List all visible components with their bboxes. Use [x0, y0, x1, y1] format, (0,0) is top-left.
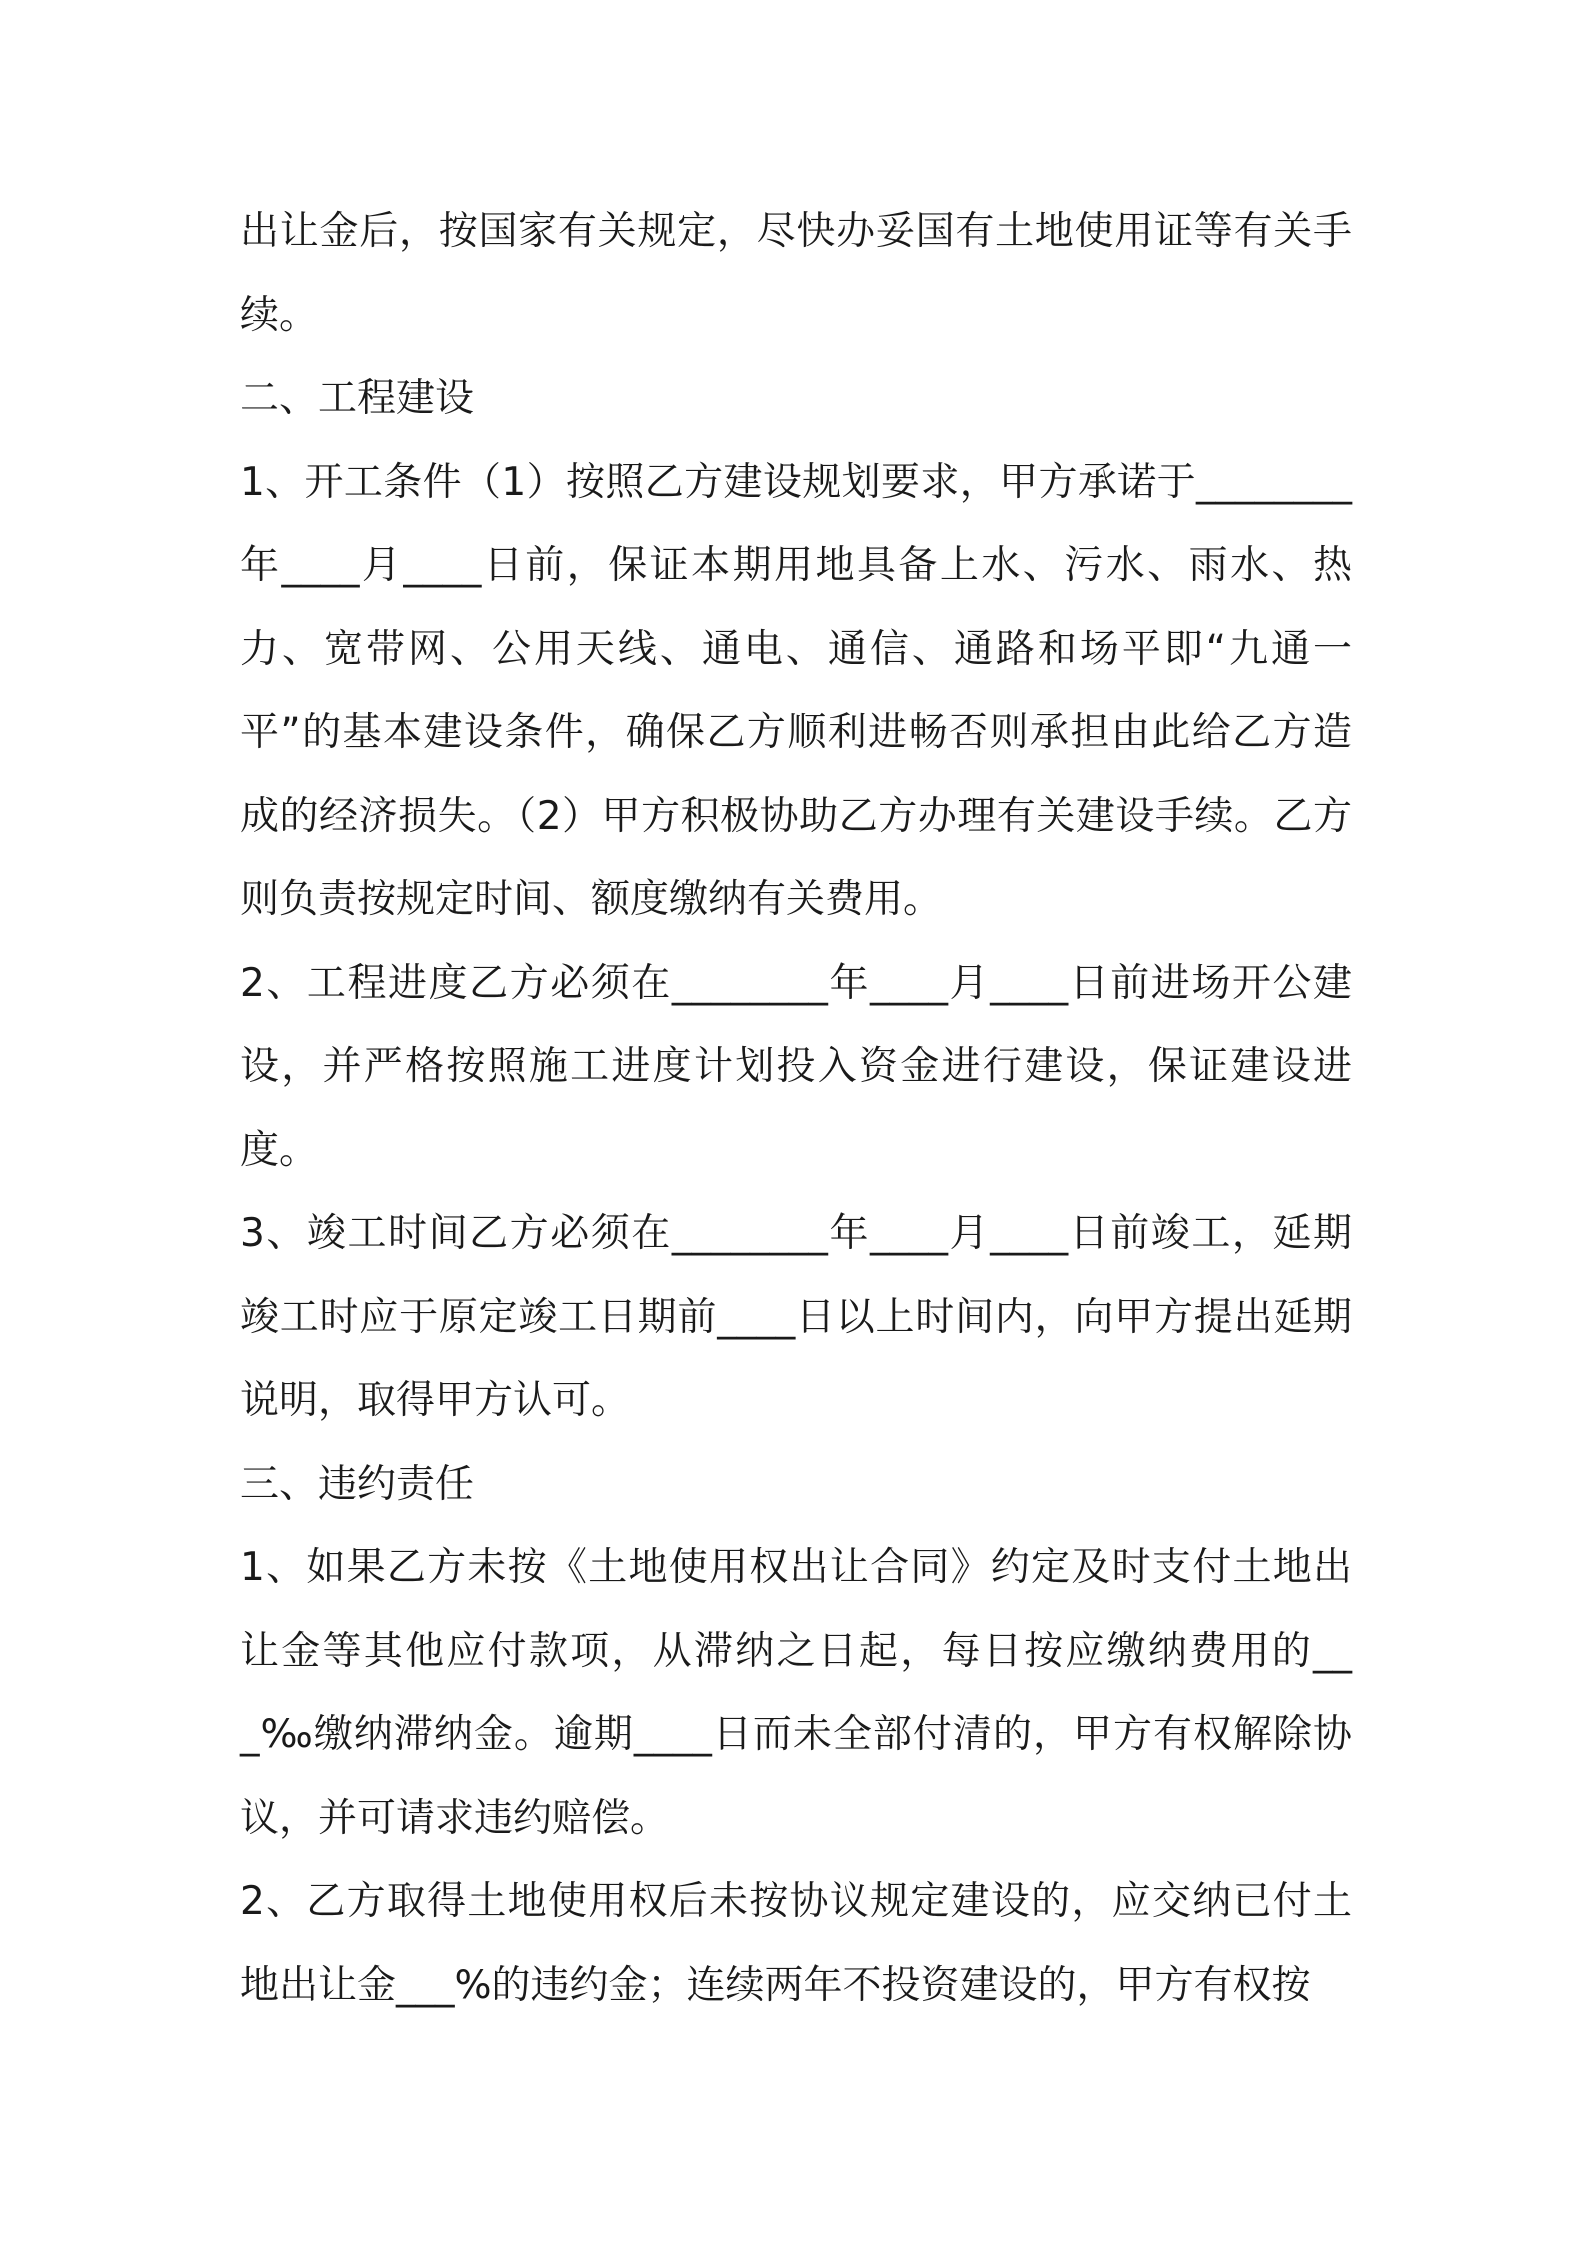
- document-body: [240, 190, 1352, 2027]
- clause-progress: 2、工程进度乙方必须在________年____月____日前进场开公建设，并严格按照施工进度计划投入资金进行建设，保证建设进度。: [240, 960, 1352, 1173]
- clause-late-payment: 1、如果乙方未按《土地使用权出让合同》约定及时支付土地出让金等其他应付款项，从滞纳之日起，每日按应缴纳费用的___‰缴纳滞纳金。逾期____日而未全部付清的，甲方有权解除协议，并可请求违约赔偿。: [240, 1545, 1352, 1841]
- clause-completion-time: 3、竣工时间乙方必须在________年____月____日前竣工，延期竣工时应于原定竣工日期前____日以上时间内，向甲方提出延期说明，取得甲方认可。: [240, 1211, 1352, 1423]
- section-heading-liability: 三、违约责任: [240, 1461, 475, 1507]
- clause-construction-breach: 2、乙方取得土地使用权后未按协议规定建设的，应交纳已付土地出让金___%的违约金；连续两年不投资建设的，甲方有权按: [240, 1879, 1352, 2008]
- paragraph-continuation: 出让金后，按国家有关规定，尽快办妥国有土地使用证等有关手续。: [240, 209, 1352, 338]
- clause-start-conditions: 1、开工条件（1）按照乙方建设规划要求，甲方承诺于________年____月____日前，保证本期用地具备上水、污水、雨水、热力、宽带网、公用天线、通电、通信、通路和场平即“九通一平”的基本建设条件，确保乙方顺利进畅否则承担由此给乙方造成的经济损失。（2）甲方积极协助乙方办理有关建设手续。乙方则负责按规定时间、额度缴纳有关费用。: [240, 459, 1352, 922]
- section-heading-construction: 二、工程建设: [240, 376, 475, 421]
